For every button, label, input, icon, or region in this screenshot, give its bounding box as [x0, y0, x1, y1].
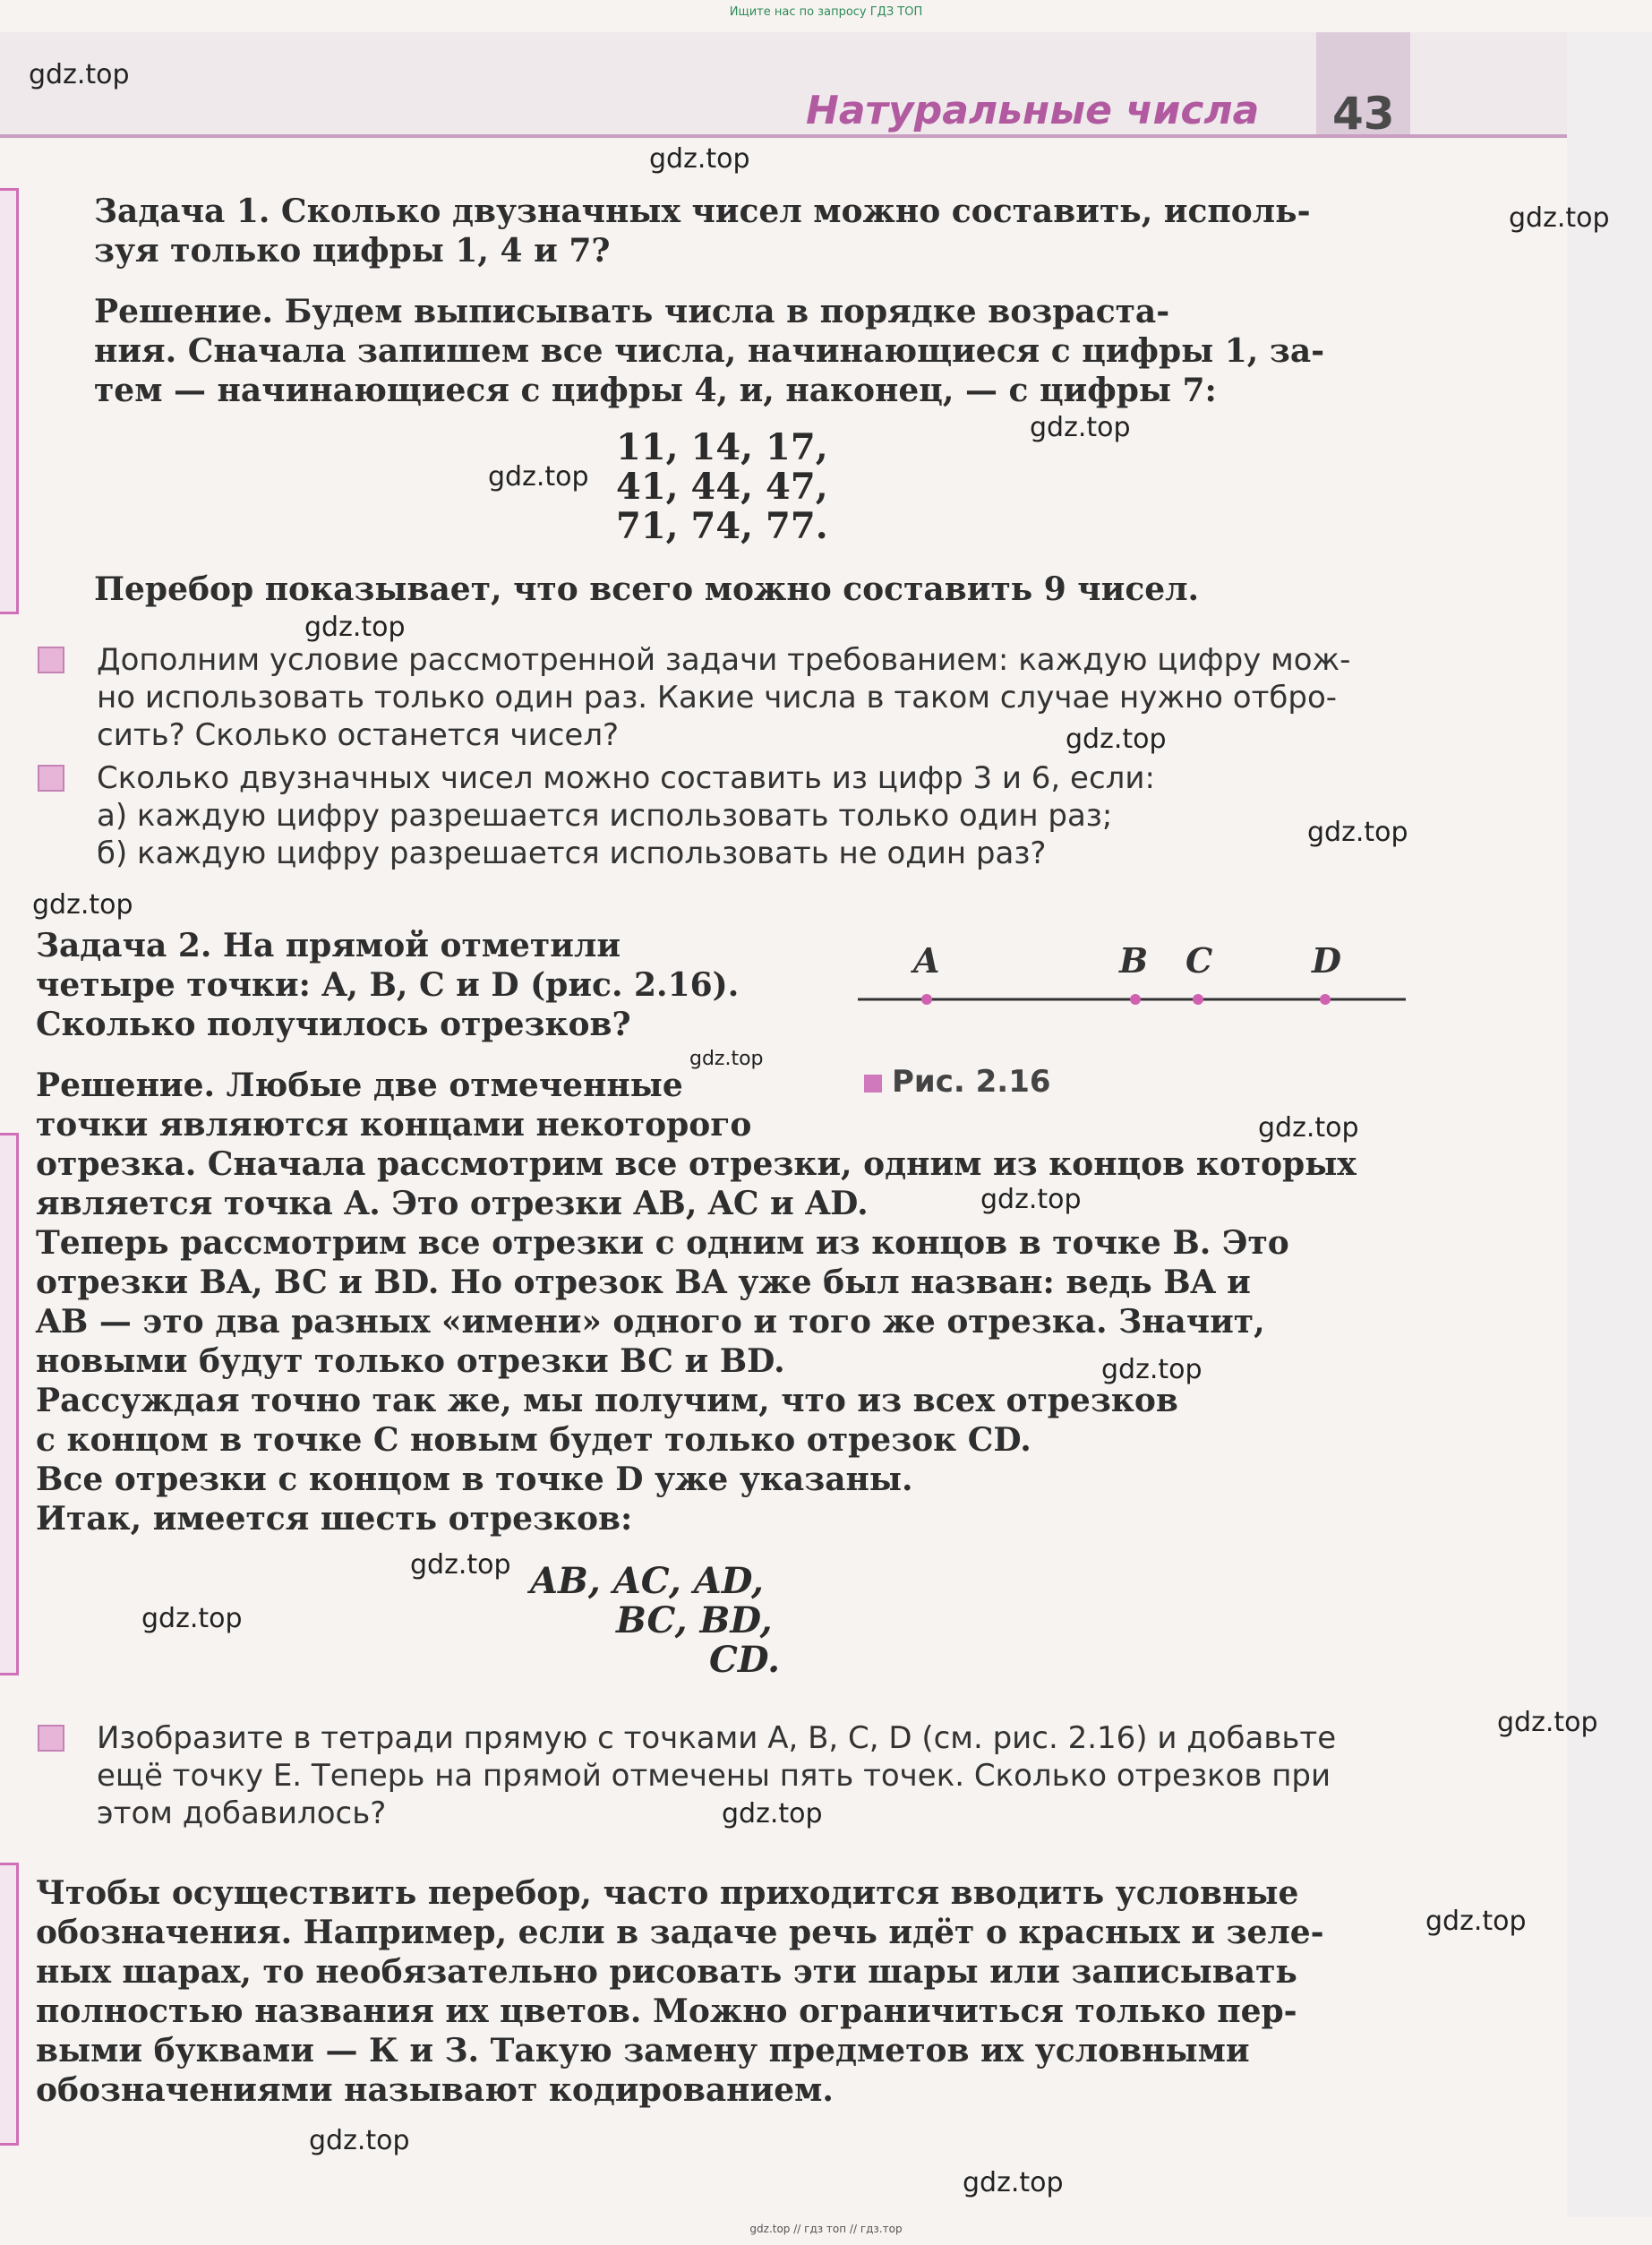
watermark: gdz.top [963, 2167, 1064, 2198]
top-link[interactable]: Ищите нас по запросу ГДЗ ТОП [729, 5, 923, 19]
text-line: этом добавилось? [97, 1795, 387, 1831]
text-line: Изобразите в тетради прямую с точками A, B, C, D (см. рис. 2.16) и добавьте [97, 1720, 1337, 1756]
point-b-label: B [1119, 940, 1149, 981]
text-line: Итак, имеется шесть отрезков: [36, 1500, 633, 1538]
exercise2 [97, 759, 1422, 872]
watermark: gdz.top [304, 612, 406, 643]
text-line: обозначения. Например, если в задаче речь идёт о красных и зеле- [36, 1914, 1324, 1951]
point-a-marker [921, 994, 932, 1005]
watermark: gdz.top [1066, 724, 1167, 755]
text-line: Чтобы осуществить перебор, часто приходится вводить условные [36, 1874, 1299, 1912]
text-line: б) каждую цифру разрешается использовать не один раз? [97, 835, 1047, 871]
text-line: зуя только цифры 1, 4 и 7? [94, 232, 611, 270]
watermark: gdz.top [980, 1184, 1082, 1215]
watermark: gdz.top [29, 59, 130, 90]
margin-tab [0, 1863, 19, 2146]
exercise1 [97, 641, 1422, 754]
text-line: 11, 14, 17, [616, 426, 828, 468]
text-line: является точка A. Это отрезки AB, AC и AD. [36, 1185, 869, 1222]
point-d-label: D [1312, 940, 1341, 981]
task1-solution [94, 292, 1419, 410]
point-b-marker [1130, 994, 1141, 1005]
text-line: Сколько получилось отрезков? [36, 1006, 631, 1043]
text-line: AB, AC, AD, [530, 1560, 764, 1602]
watermark: gdz.top [141, 1603, 243, 1634]
text-line: Рассуждая точно так же, мы получим, что из всех отрезков [36, 1382, 1178, 1419]
text-line: сить? Сколько останется чисел? [97, 717, 620, 753]
text-line: выми буквами — К и З. Такую замену предметов их условными [36, 2032, 1250, 2069]
watermark: gdz.top [410, 1549, 511, 1581]
watermark: gdz.top [1425, 1906, 1527, 1937]
text-line: ния. Сначала запишем все числа, начинающиеся с цифры 1, за- [94, 332, 1325, 370]
text-line: BC, BD, [616, 1599, 773, 1641]
exercise-bullet-icon [38, 765, 64, 792]
watermark: gdz.top [649, 143, 750, 175]
figure-caption: Рис. 2.16 [892, 1064, 1051, 1100]
point-a-label: A [913, 940, 940, 981]
text-line: тем — начинающиеся с цифры 4, и, наконец, — с цифры 7: [94, 372, 1217, 409]
point-d-marker [1320, 994, 1331, 1005]
text-line: полностью названия их цветов. Можно ограничиться только пер- [36, 1992, 1297, 2030]
watermark: gdz.top [1030, 412, 1131, 443]
text-line: четыре точки: A, B, C и D (рис. 2.16). [36, 966, 740, 1004]
task1-statement [94, 192, 1419, 270]
text-line: отрезка. Сначала рассмотрим все отрезки, одним из концов которых [36, 1145, 1357, 1183]
text-line: AB — это два разных «имени» одного и того же отрезка. Значит, [36, 1303, 1265, 1341]
watermark: gdz.top [722, 1798, 823, 1829]
exercise-bullet-icon [38, 1725, 64, 1752]
text-line: Сколько двузначных чисел можно составить из цифр 3 и 6, если: [97, 760, 1155, 796]
point-c-marker [1193, 994, 1203, 1005]
text-line: отрезки BA, BC и BD. Но отрезок BA уже был назван: ведь BA и [36, 1264, 1251, 1301]
text-line: 71, 74, 77. [616, 505, 828, 547]
exercise-bullet-icon [38, 647, 64, 673]
text-line: Задача 1. Сколько двузначных чисел можно составить, исполь- [94, 193, 1311, 230]
task2-solution [36, 1066, 1433, 1538]
text-line: ещё точку E. Теперь на прямой отмечены пять точек. Сколько отрезков при [97, 1758, 1331, 1794]
watermark: gdz.top [309, 2125, 410, 2156]
exercise3 [97, 1719, 1431, 1832]
text-line: обозначениями называют кодированием. [36, 2071, 834, 2109]
text-line: ных шарах, то необязательно рисовать эти шары или записывать [36, 1953, 1297, 1991]
numbers-list [616, 428, 828, 546]
segments-list [530, 1562, 780, 1680]
text-line: новыми будут только отрезки BC и BD. [36, 1342, 785, 1380]
text-line: Решение. Любые две отмеченные [36, 1067, 683, 1104]
margin-tab [0, 188, 19, 614]
watermark: gdz.top [689, 1048, 764, 1070]
watermark: gdz.top [1509, 202, 1610, 234]
watermark: gdz.top [1258, 1112, 1359, 1144]
point-c-label: C [1186, 940, 1213, 981]
text-line: Задача 2. На прямой отметили [36, 927, 621, 964]
watermark: gdz.top [32, 889, 133, 921]
closing-paragraph [36, 1873, 1433, 2110]
watermark: gdz.top [1497, 1707, 1598, 1738]
text-line: а) каждую цифру разрешается использовать только один раз; [97, 798, 1113, 834]
task1-conclusion: Перебор показывает, что всего можно составить 9 чисел. [94, 570, 1200, 608]
figure-2-16 [851, 931, 1415, 1012]
bottom-link[interactable]: gdz.top // гдз топ // гдз.тор [749, 2223, 903, 2235]
text-line: Решение. Будем выписывать числа в порядке возраста- [94, 293, 1170, 330]
text-line: Все отрезки с концом в точке D уже указаны. [36, 1461, 913, 1498]
watermark: gdz.top [1101, 1354, 1203, 1385]
text-line: Дополним условие рассмотренной задачи требованием: каждую цифру мож- [97, 642, 1351, 678]
text-line: Теперь рассмотрим все отрезки с одним из концов в точке B. Это [36, 1224, 1289, 1262]
running-title: Натуральные числа [806, 88, 1260, 133]
text-line: но использовать только один раз. Какие числа в таком случае нужно отбро- [97, 680, 1338, 715]
text-line: CD. [709, 1639, 781, 1681]
text-line: точки являются концами некоторого [36, 1106, 752, 1144]
watermark: gdz.top [1307, 817, 1408, 848]
page-number: 43 [1332, 88, 1395, 140]
margin-tab [0, 1133, 19, 1675]
page-edge [1567, 32, 1652, 2217]
watermark: gdz.top [488, 461, 589, 493]
task2-statement [36, 926, 842, 1044]
text-line: с концом в точке C новым будет только отрезок CD. [36, 1421, 1031, 1459]
text-line: 41, 44, 47, [616, 466, 828, 508]
